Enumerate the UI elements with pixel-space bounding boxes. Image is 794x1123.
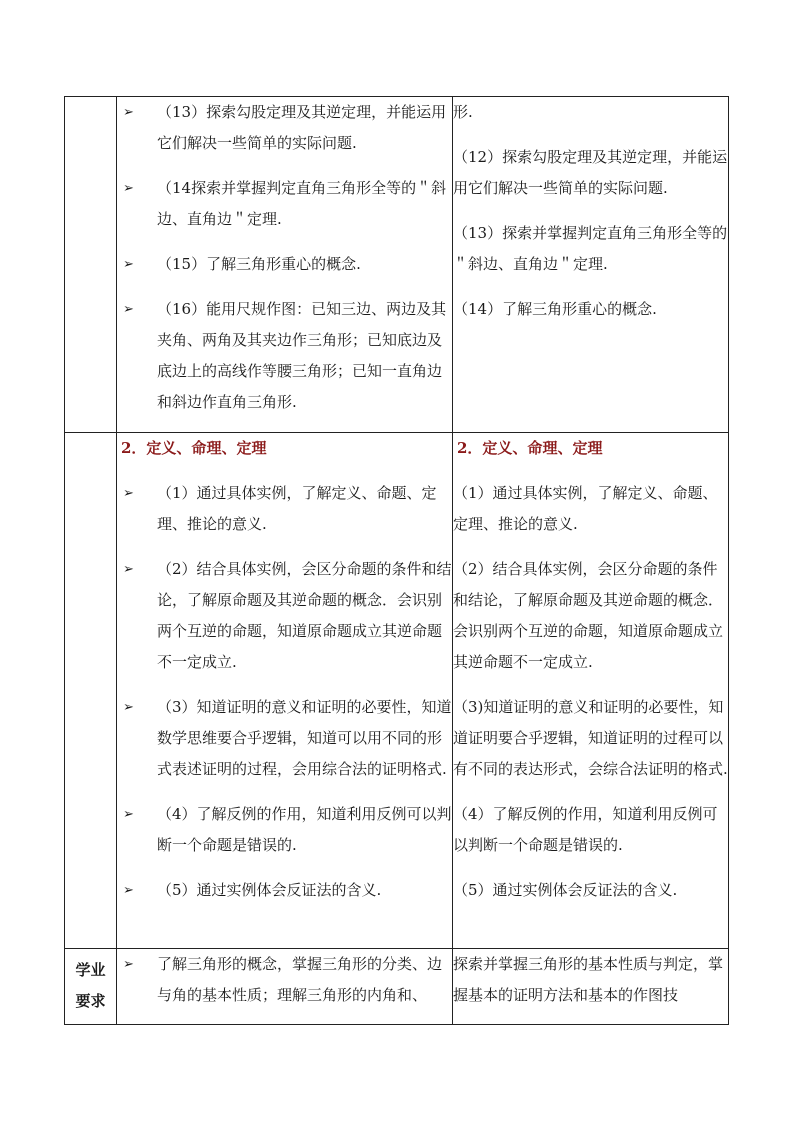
list-item: 探索并掌握三角形的基本性质与判定，掌握基本的证明方法和基本的作图技 xyxy=(453,955,724,1004)
right-cell xyxy=(453,433,729,949)
arrow-bullet-icon: ➢ xyxy=(123,883,134,898)
left-cell xyxy=(117,97,453,433)
list-item: （5）通过实例体会反证法的含义. xyxy=(453,881,678,899)
curriculum-table xyxy=(64,96,729,1025)
arrow-bullet-icon: ➢ xyxy=(123,105,134,120)
list-item: （13）探索并掌握判定直角三角形全等的＂斜边、直角边＂定理. xyxy=(453,224,728,273)
arrow-bullet-icon: ➢ xyxy=(123,807,134,822)
list-item: ➢ （16）能用尺规作图：已知三边、两边及其夹角、两角及其夹边作三角形；已知底边及底边上的高线作等腰三角形；已知一直角边和斜边作直角三角形. xyxy=(117,294,452,418)
list-item: ➢ （3）知道证明的意义和证明的必要性，知道数学思维要合乎逻辑，知道可以用不同的形式表述证明的过程，会用综合法的证明格式. xyxy=(117,692,452,785)
list-item: （4）了解反例的作用，知道利用反例可以判断一个命题是错误的. xyxy=(453,805,718,854)
list-item: ➢ （5）通过实例体会反证法的含义. xyxy=(117,875,452,906)
section-heading: 2．定义、命理、定理 xyxy=(121,439,267,457)
arrow-bullet-icon: ➢ xyxy=(123,257,134,272)
list-item: ➢ （2）结合具体实例，会区分命题的条件和结论，了解原命题及其逆命题的概念．会识别两个互逆的命题，知道原命题成立其逆命题不一定成立. xyxy=(117,554,452,678)
arrow-bullet-icon: ➢ xyxy=(123,302,134,317)
row-label: 学业 要求 xyxy=(75,961,106,1010)
label-cell-empty xyxy=(65,97,117,433)
label-cell xyxy=(65,949,117,1025)
left-cell xyxy=(117,949,453,1025)
table-row xyxy=(65,433,729,949)
arrow-bullet-icon: ➢ xyxy=(123,181,134,196)
table-row xyxy=(65,949,729,1025)
list-item: 形. xyxy=(453,103,473,121)
list-item: （12）探索勾股定理及其逆定理，并能运用它们解决一些简单的实际问题. xyxy=(453,148,728,197)
list-item: ➢ （1）通过具体实例，了解定义、命题、定理、推论的意义. xyxy=(117,478,452,540)
list-item: ➢ （15）了解三角形重心的概念. xyxy=(117,249,452,280)
right-cell xyxy=(453,949,729,1025)
left-cell xyxy=(117,433,453,949)
list-item: ➢ （13）探索勾股定理及其逆定理，并能运用它们解决一些简单的实际问题. xyxy=(117,97,452,159)
label-cell-empty xyxy=(65,433,117,949)
list-item: ➢ （14探索并掌握判定直角三角形全等的＂斜边、直角边＂定理. xyxy=(117,173,452,235)
table-row xyxy=(65,97,729,433)
arrow-bullet-icon: ➢ xyxy=(123,562,134,577)
list-item: （14）了解三角形重心的概念. xyxy=(453,300,657,318)
list-item: （1）通过具体实例，了解定义、命题、定理、推论的意义. xyxy=(453,484,718,533)
list-item: （3)知道证明的意义和证明的必要性，知道证明要合乎逻辑，知道证明的过程可以有不同的表达形式，会综合法证明的格式. xyxy=(453,698,728,778)
list-item: （2）结合具体实例，会区分命题的条件和结论，了解原命题及其逆命题的概念．会识别两个互逆的命题，知道原命题成立其逆命题不一定成立. xyxy=(453,560,724,671)
right-cell xyxy=(453,97,729,433)
arrow-bullet-icon: ➢ xyxy=(123,700,134,715)
list-item: ➢ 了解三角形的概念，掌握三角形的分类、边与角的基本性质；理解三角形的内角和、 xyxy=(117,949,452,1011)
arrow-bullet-icon: ➢ xyxy=(123,957,134,972)
list-item: ➢ （4）了解反例的作用，知道利用反例可以判断一个命题是错误的. xyxy=(117,799,452,861)
section-heading: 2．定义、命理、定理 xyxy=(457,439,603,457)
arrow-bullet-icon: ➢ xyxy=(123,486,134,501)
